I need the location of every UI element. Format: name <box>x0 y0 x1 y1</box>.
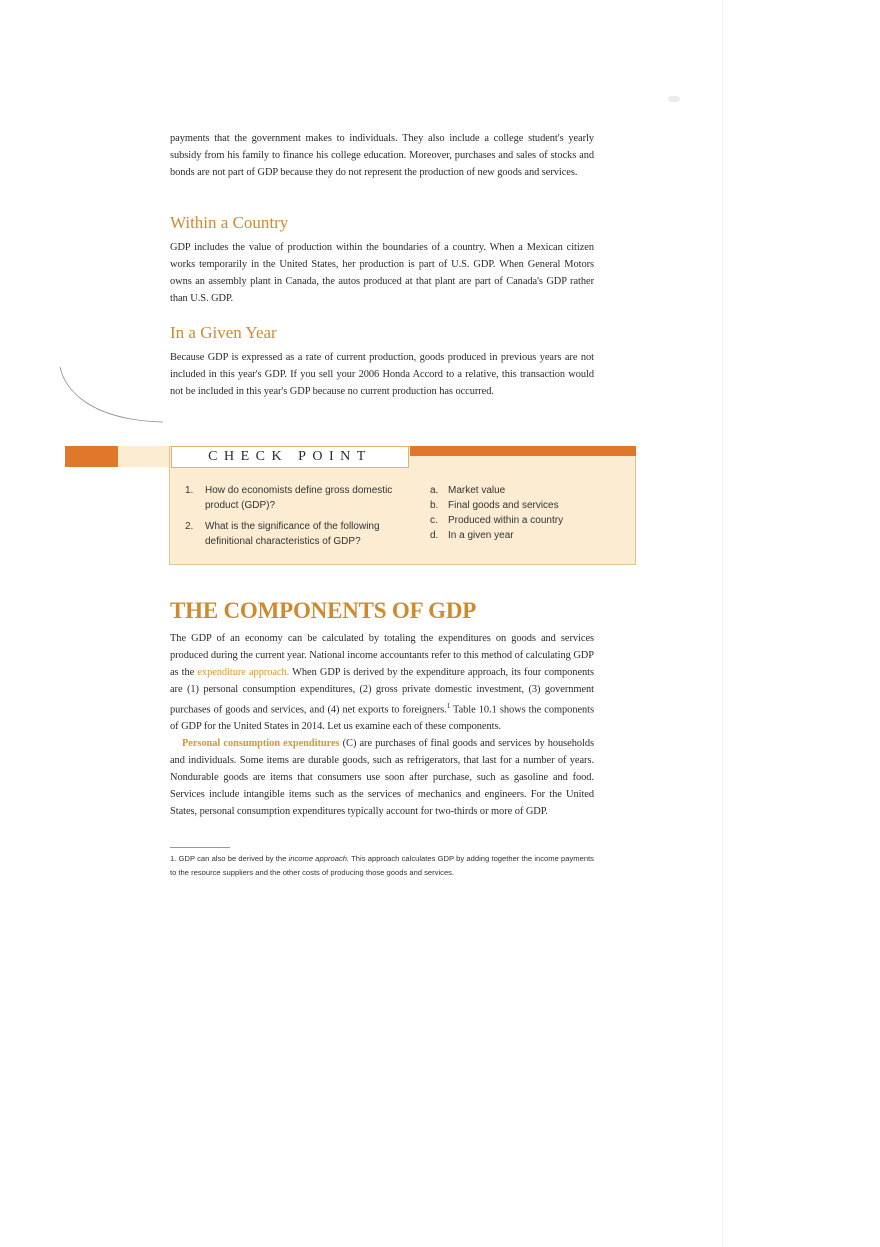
question-text: What is the significance of the following definitional characteristics of GDP? <box>205 521 380 547</box>
expenditure-approach-term: expenditure approach. <box>197 667 290 678</box>
checkpoint-question-1 <box>185 483 400 513</box>
page-edge <box>722 0 723 1247</box>
components-heading: THE COMPONENTS OF GDP <box>170 598 477 623</box>
checkpoint-option-d <box>430 528 630 543</box>
question-number: 2. <box>185 521 194 532</box>
components-section <box>170 630 594 820</box>
p2-text: (C) are purchases of final goods and services by households and individuals. Some items are durable goods, such as refrigerators, that last for a number of years. Nondurable goods are items that consumers use soon after purchase, such as gasoline and food. Services include intangible items such as the services of mechanics and engineers. For the United States, personal consumption expenditures typically account for two-thirds or more of GDP. <box>170 738 594 818</box>
components-paragraph-2 <box>170 735 594 820</box>
footnote-text-a: 1. GDP can also be derived by the <box>170 854 289 863</box>
intro-section <box>170 130 594 181</box>
p1-text-a: The GDP of an economy can be calculated by totaling the expenditures on goods and services produced during the current year. National income accountants refer to this method of calculating GDP as the <box>170 633 594 678</box>
footnote-ref: 1 <box>446 702 451 710</box>
given-year-heading: In a Given Year <box>170 323 277 342</box>
checkpoint-question-2 <box>185 519 400 549</box>
checkpoint-title: CHECK POINT <box>171 446 409 468</box>
p1-text-c: Table 10.1 shows the components of GDP for the United States in 2014. Let us examine each of these components. <box>170 704 595 733</box>
within-country-body: GDP includes the value of production within the boundaries of a country. When a Mexican citizen works temporarily in the United States, her production is part of U.S. GDP. When General Motors owns an assembly plant in Canada, the autos produced at that plant are part of Canada's GDP rather than U.S. GDP. <box>170 242 594 304</box>
question-text: How do economists define gross domestic product (GDP)? <box>205 485 393 511</box>
margin-curve-mark <box>55 365 165 425</box>
checkpoint-left-bar <box>65 446 118 467</box>
scan-mark <box>668 96 680 102</box>
given-year-section <box>170 349 594 400</box>
option-letter: c. <box>430 515 438 526</box>
option-text: Final goods and services <box>448 500 559 511</box>
option-text: Produced within a country <box>448 515 564 526</box>
option-letter: d. <box>430 530 439 541</box>
option-text: Market value <box>448 485 506 496</box>
within-country-heading: Within a Country <box>170 213 289 232</box>
checkpoint-option-b <box>430 498 630 513</box>
p1-text-b: When GDP is derived by the expenditure approach, its four components are (1) personal consumption expenditures, (2) gross private domestic investment, (3) government purchases of goods and services, and (4) net exports to foreigners. <box>170 667 594 716</box>
footnote-text-b: This approach calculates GDP by adding together the income payments to the resource suppliers and the other costs of producing those goods and services. <box>170 854 594 877</box>
option-letter: a. <box>430 485 439 496</box>
personal-consumption-term: Personal consumption expenditures <box>182 738 340 750</box>
given-year-body: Because GDP is expressed as a rate of current production, goods produced in previous years are not included in this year's GDP. If you sell your 2006 Honda Accord to a relative, this transaction would not be included in this year's GDP because no current production has occurred. <box>170 352 594 397</box>
income-approach-term: income approach. <box>288 854 350 863</box>
intro-paragraph: payments that the government makes to individuals. They also include a college student's yearly subsidy from his family to finance his college education. Moreover, purchases and sales of stocks and bonds are not part of GDP because they do not represent the production of new goods and services. <box>170 133 594 178</box>
option-letter: b. <box>430 500 439 511</box>
checkpoint-head-strip <box>118 446 170 467</box>
option-text: In a given year <box>448 530 514 541</box>
components-paragraph-1 <box>170 630 594 735</box>
within-country-section <box>170 239 594 307</box>
question-number: 1. <box>185 485 194 496</box>
footnote <box>170 852 594 880</box>
checkpoint-right-bar <box>410 446 636 456</box>
checkpoint-option-a <box>430 483 630 498</box>
footnote-rule <box>170 847 230 848</box>
checkpoint-option-c <box>430 513 630 528</box>
